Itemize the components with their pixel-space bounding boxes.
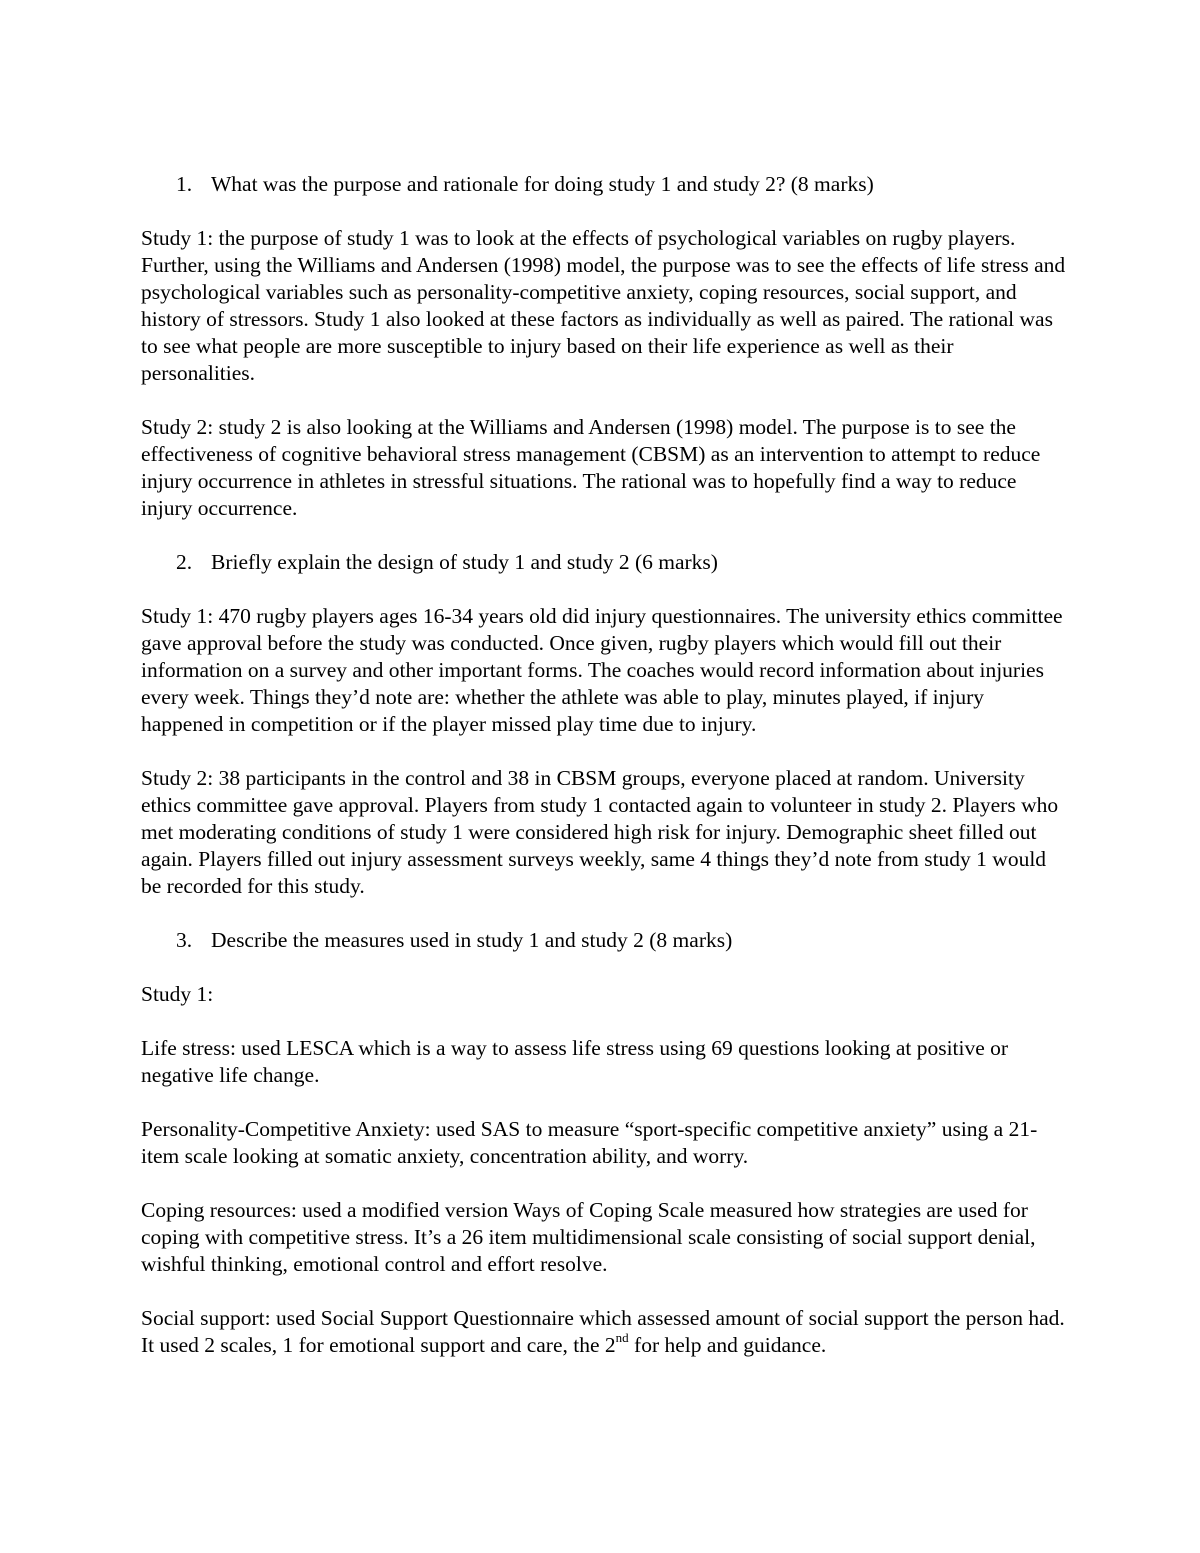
question-1 (141, 171, 1066, 198)
question-2 (141, 549, 1066, 576)
answer-q3-life-stress: Life stress: used LESCA which is a way to assess life stress using 69 questions looking at positive or negative life change. (141, 1036, 1009, 1087)
social-support-text: Social support: used Social Support Questionnaire which assessed amount of social support the person had. It used 2 scales, 1 for emotional support and care, the 2 (141, 1306, 1065, 1357)
answer-q3-personality: Personality-Competitive Anxiety: used SAS to measure “sport-specific competitive anxiety” using a 21-item scale looking at somatic anxiety, concentration ability, and worry. (141, 1117, 1038, 1168)
answer-q2-study1: Study 1: 470 rugby players ages 16-34 years old did injury questionnaires. The university ethics committee gave approval before the study was conducted. Once given, rugby players which would fill out their information on a survey and other important forms. The coaches would record information about injuries every week. Things they’d note are: whether the athlete was able to play, minutes played, if injury happened in competition or if the player missed play time due to injury. (141, 604, 1063, 736)
question-number: 3. (176, 928, 193, 952)
answer-q3-coping: Coping resources: used a modified version Ways of Coping Scale measured how strategies are used for coping with competitive stress. It’s a 26 item multidimensional scale consisting of social support denial, wishful thinking, emotional control and effort resolve. (141, 1198, 1036, 1276)
question-number: 2. (176, 550, 193, 574)
answer-q3-study1-heading: Study 1: (141, 982, 214, 1006)
answer-q3-social-support (141, 1305, 1066, 1359)
answer-q1-study2: Study 2: study 2 is also looking at the Williams and Andersen (1998) model. The purpose is to see the effectiveness of cognitive behavioral stress management (CBSM) as an intervention to attempt to reduce injury occurrence in athletes in stressful situations. The rational was to hopefully find a way to reduce injury occurrence. (141, 415, 1041, 520)
ordinal-superscript: nd (615, 1329, 629, 1345)
question-text: Briefly explain the design of study 1 and study 2 (6 marks) (211, 550, 718, 574)
answer-q2-study2: Study 2: 38 participants in the control and 38 in CBSM groups, everyone placed at random. University ethics committee gave approval. Players from study 1 contacted again to volunteer in study 2. Players who met moderating conditions of study 1 were considered high risk for injury. Demographic sheet filled out again. Players filled out injury assessment surveys weekly, same 4 things they’d note from study 1 would be recorded for this study. (141, 766, 1059, 898)
question-text: What was the purpose and rationale for doing study 1 and study 2? (8 marks) (211, 172, 874, 196)
question-text: Describe the measures used in study 1 and study 2 (8 marks) (211, 928, 733, 952)
document-body (141, 171, 1066, 1386)
answer-q1-study1: Study 1: the purpose of study 1 was to look at the effects of psychological variables on rugby players. Further, using the Williams and Andersen (1998) model, the purpose was to see the effects of life stress and psychological variables such as personality-competitive anxiety, coping resources, social support, and history of stressors. Study 1 also looked at these factors as individually as well as paired. The rational was to see what people are more susceptible to injury based on their life experience as well as their personalities. (141, 226, 1066, 385)
question-number: 1. (176, 172, 193, 196)
social-support-text-end: for help and guidance. (628, 1333, 827, 1357)
question-3 (141, 927, 1066, 954)
